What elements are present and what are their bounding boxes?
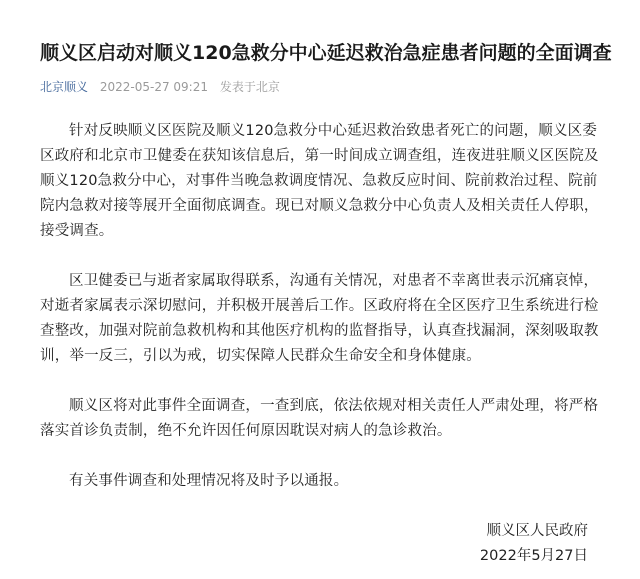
paragraph: 针对反映顺义区医院及顺义120急救分中心延迟救治致患者死亡的问题，顺义区委区政府和北京市卫健委在获知该信息后，第一时间成立调查组，连夜进驻顺义区医院及顺义120急救分中心，对事件当晚急救调度情况、急救反应时间、院前救治过程、院前院内急救对接等展开全面彻底调查。现已对顺义急救分中心负责人及相关责任人停职，接受调查。 [40,123,599,239]
publish-time: 2022-05-27 09:21 [99,80,208,94]
paragraph: 区卫健委已与逝者家属取得联系，沟通有关情况，对患者不幸离世表示沉痛哀悼，对逝者家属表示深切慰问，并积极开展善后工作。区政府将在全区医疗卫生系统进行检查整改，加强对院前急救机构和其他医疗机构的监督指导，认真查找漏洞，深刻吸取教训，举一反三，引以为戒，切实保障人民群众生命安全和身体健康。 [40,273,599,364]
signature-org: 顺义区人民政府 [486,523,588,539]
article-body [40,119,610,494]
author-link[interactable]: 北京顺义 [40,80,89,94]
signature-date: 2022年5月27日 [479,548,588,564]
article-title: 顺义区启动对顺义120急救分中心延迟救治急症患者问题的全面调查 [40,42,612,64]
publish-location: 发表于北京 [219,80,280,94]
paragraph: 有关事件调查和处理情况将及时予以通报。 [69,473,349,489]
signature-block [480,519,588,569]
article-meta [40,79,280,95]
paragraph: 顺义区将对此事件全面调查，一查到底，依法依规对相关责任人严肃处理，将严格落实首诊负责制，绝不允许因任何原因耽误对病人的急诊救治。 [40,398,599,439]
